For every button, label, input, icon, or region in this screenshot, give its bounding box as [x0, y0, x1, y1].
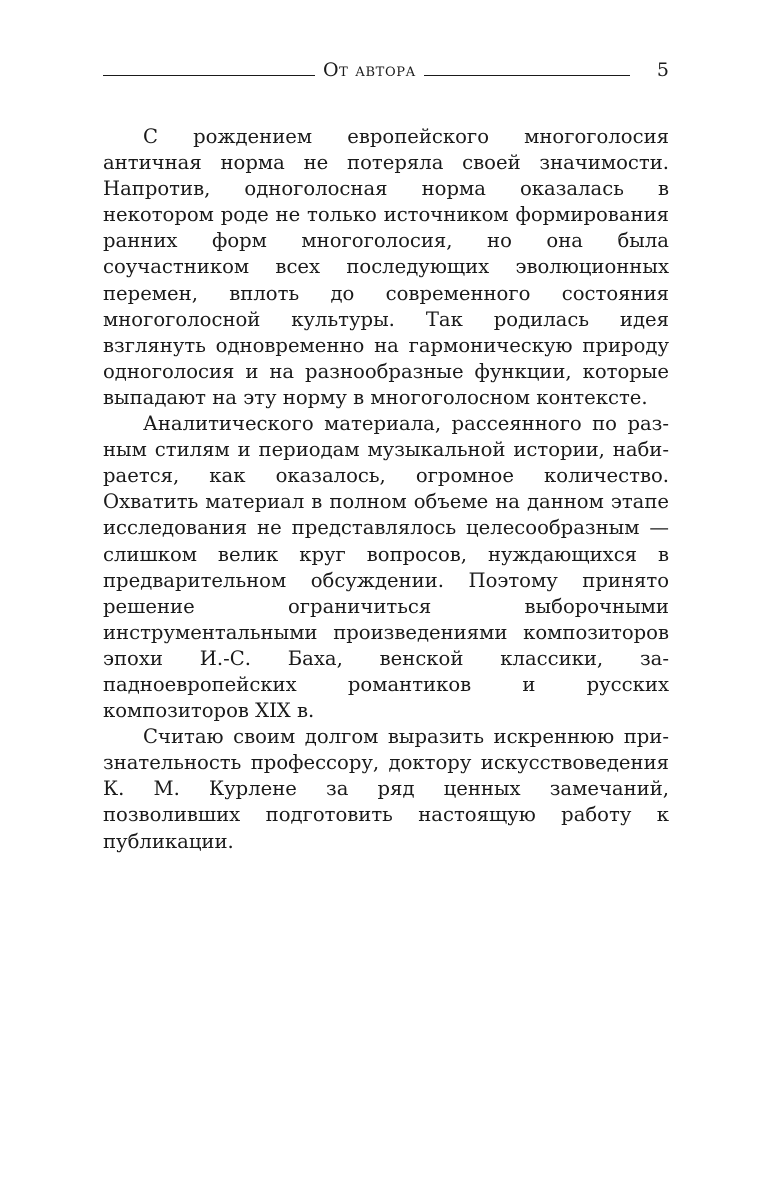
paragraph: Считаю своим долгом выразить искреннюю признательность профессору, доктору искусствоведения К. М. Курлене за ряд ценных замечаний, позволивших подготовить настоящую работу к публикации. [103, 725, 669, 853]
page-number: 5 [656, 59, 669, 81]
header-title: От автора [323, 59, 417, 81]
header-rule-left [103, 75, 315, 76]
running-header [103, 56, 669, 80]
header-rule-right [424, 75, 630, 76]
paragraph: Аналитического материала, рассеянного по разным стилям и периодам музыкальной истории, набирается, как оказалось, огромное количество. Охватить материал в полном объеме на данном этапе исследования не представлялось целесообразным — слишком велик круг вопросов, нуждающихся в предварительном обсуждении. Поэтому принято решение ограничиться выборочными инструментальными произведениями композиторов эпохи И.-С. Баха, венской классики, западноевропейских романтиков и русских композиторов XIX в. [103, 412, 669, 723]
paragraph: С рождением европейского многоголосия античная норма не потеряла своей значимости. Напротив, одноголосная норма оказалась в некотором роде не только источником формирования ранних форм многоголосия, но она была соучастником всех последующих эволюционных перемен, вплоть до современного состояния многоголосной культуры. Так родилась идея взглянуть одновременно на гармоническую природу одноголосия и на разнообразные функции, которые выпадают на эту норму в многоголосном контексте. [103, 125, 669, 409]
body-text [103, 124, 669, 855]
